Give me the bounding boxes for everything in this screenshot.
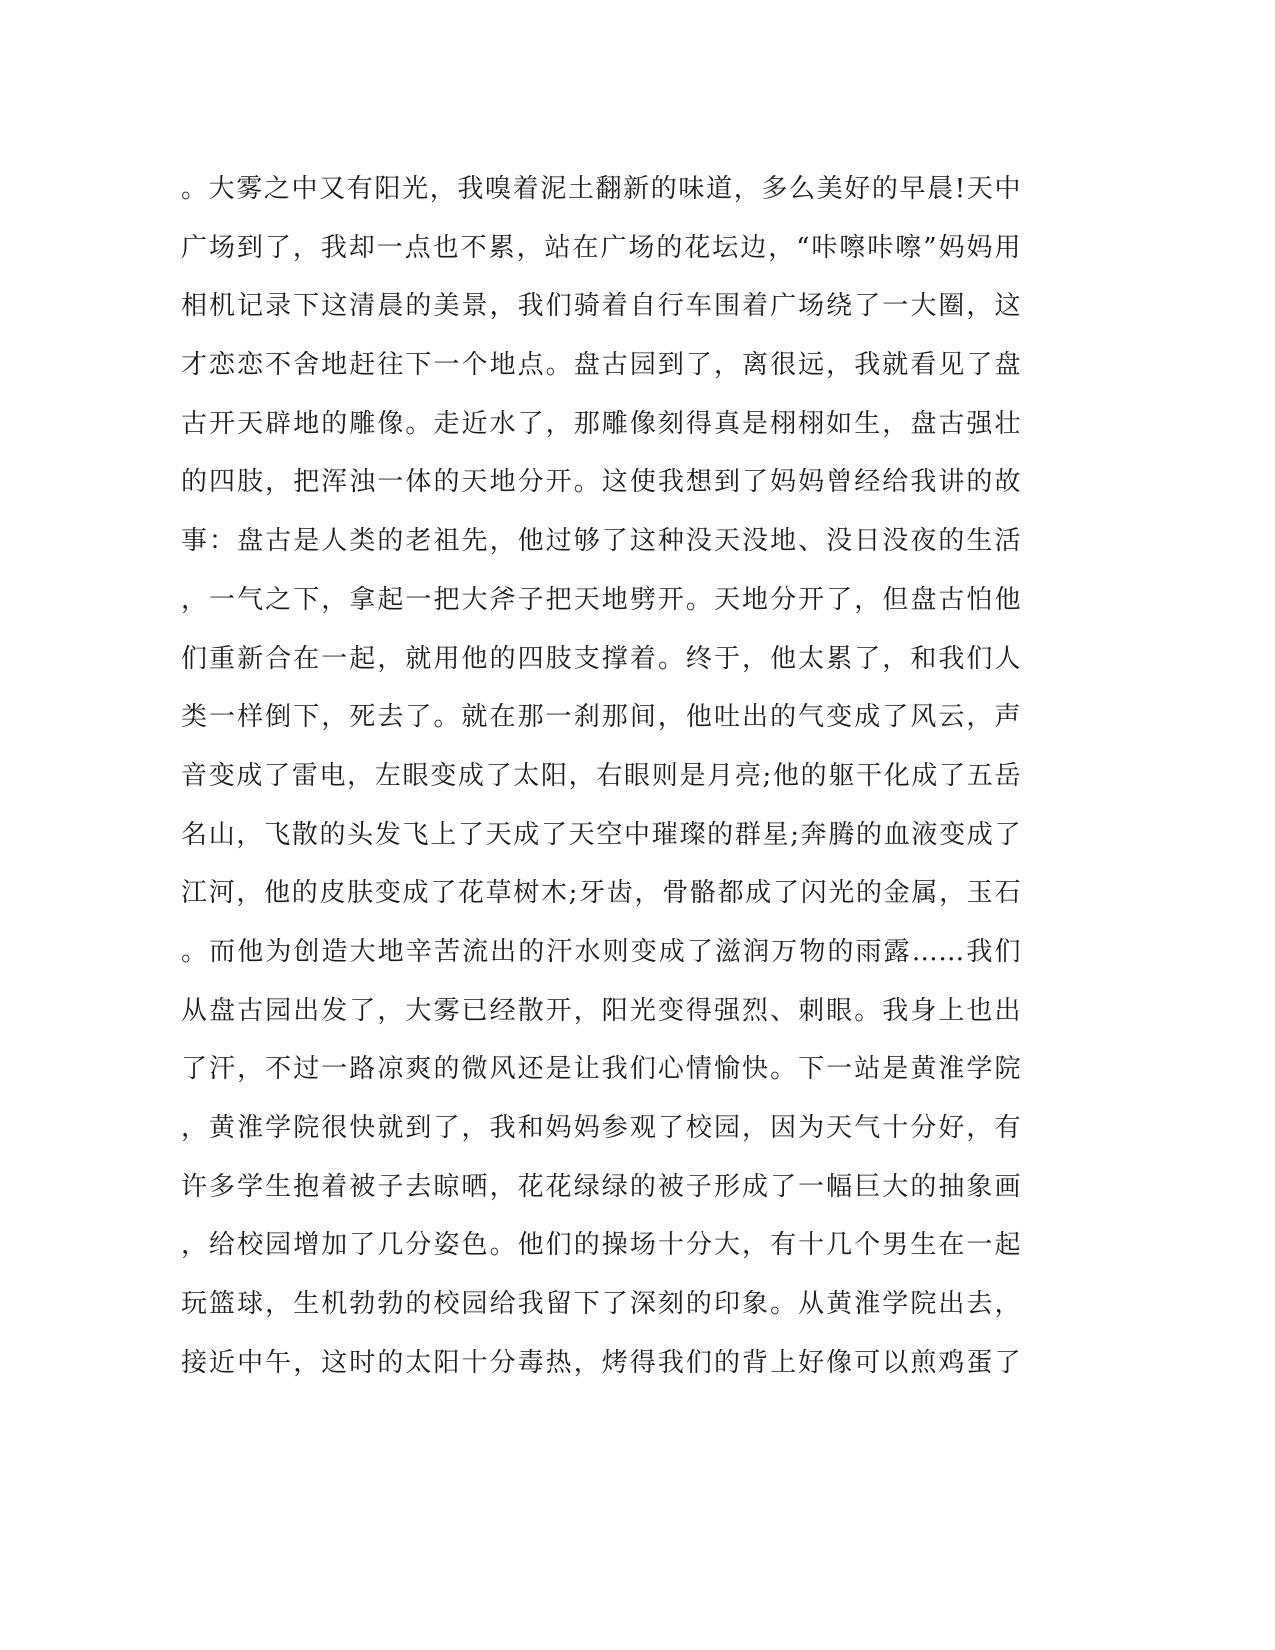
text-line: 广场到了，我却一点也不累，站在广场的花坛边，“咔嚓咔嚓”妈妈用 xyxy=(181,232,1021,263)
text-line: 事：盘古是人类的老祖先，他过够了这种没天没地、没日没夜的生活 xyxy=(181,526,1021,557)
text-line: 才恋恋不舍地赶往下一个地点。盘古园到了，离很远，我就看见了盘 xyxy=(181,350,1021,381)
text-line: 相机记录下这清晨的美景，我们骑着自行车围着广场绕了一大圈，这 xyxy=(181,291,1021,322)
text-line: 了汗，不过一路凉爽的微风还是让我们心情愉快。下一站是黄淮学院 xyxy=(181,1054,1021,1085)
text-line: 许多学生抱着被子去晾晒，花花绿绿的被子形成了一幅巨大的抽象画 xyxy=(181,1171,1021,1202)
text-line: 江河，他的皮肤变成了花草树木;牙齿，骨骼都成了闪光的金属，玉石 xyxy=(181,878,1021,909)
text-line: 从盘古园出发了，大雾已经散开，阳光变得强烈、刺眼。我身上也出 xyxy=(181,995,1021,1026)
text-line: 接近中午，这时的太阳十分毒热，烤得我们的背上好像可以煎鸡蛋了 xyxy=(181,1347,1021,1378)
text-line: 们重新合在一起，就用他的四肢支撑着。终于，他太累了，和我们人 xyxy=(181,643,1021,674)
text-line: 的四肢，把浑浊一体的天地分开。这使我想到了妈妈曾经给我讲的故 xyxy=(181,467,1021,498)
body-text xyxy=(181,160,1021,1392)
text-line: ，黄淮学院很快就到了，我和妈妈参观了校园，因为天气十分好，有 xyxy=(181,1113,1021,1143)
text-line: 名山，飞散的头发飞上了天成了天空中璀璨的群星;奔腾的血液变成了 xyxy=(181,819,1021,850)
text-line: 玩篮球，生机勃勃的校园给我留下了深刻的印象。从黄淮学院出去， xyxy=(181,1289,1021,1320)
text-line: 。而他为创造大地辛苦流出的汗水则变成了滋润万物的雨露……我们 xyxy=(181,936,1021,967)
text-line: ，给校园增加了几分姿色。他们的操场十分大，有十几个男生在一起 xyxy=(181,1230,1021,1261)
text-line: ，一气之下，拿起一把大斧子把天地劈开。天地分开了，但盘古怕他 xyxy=(181,584,1021,615)
text-line: 古开天辟地的雕像。走近水了，那雕像刻得真是栩栩如生，盘古强壮 xyxy=(181,408,1021,439)
text-line: 类一样倒下，死去了。就在那一刹那间，他吐出的气变成了风云，声 xyxy=(181,702,1021,733)
text-line: 。大雾之中又有阳光，我嗅着泥土翻新的味道，多么美好的早晨!天中 xyxy=(181,174,1021,204)
text-line: 音变成了雷电，左眼变成了太阳，右眼则是月亮;他的躯干化成了五岳 xyxy=(181,760,1021,791)
